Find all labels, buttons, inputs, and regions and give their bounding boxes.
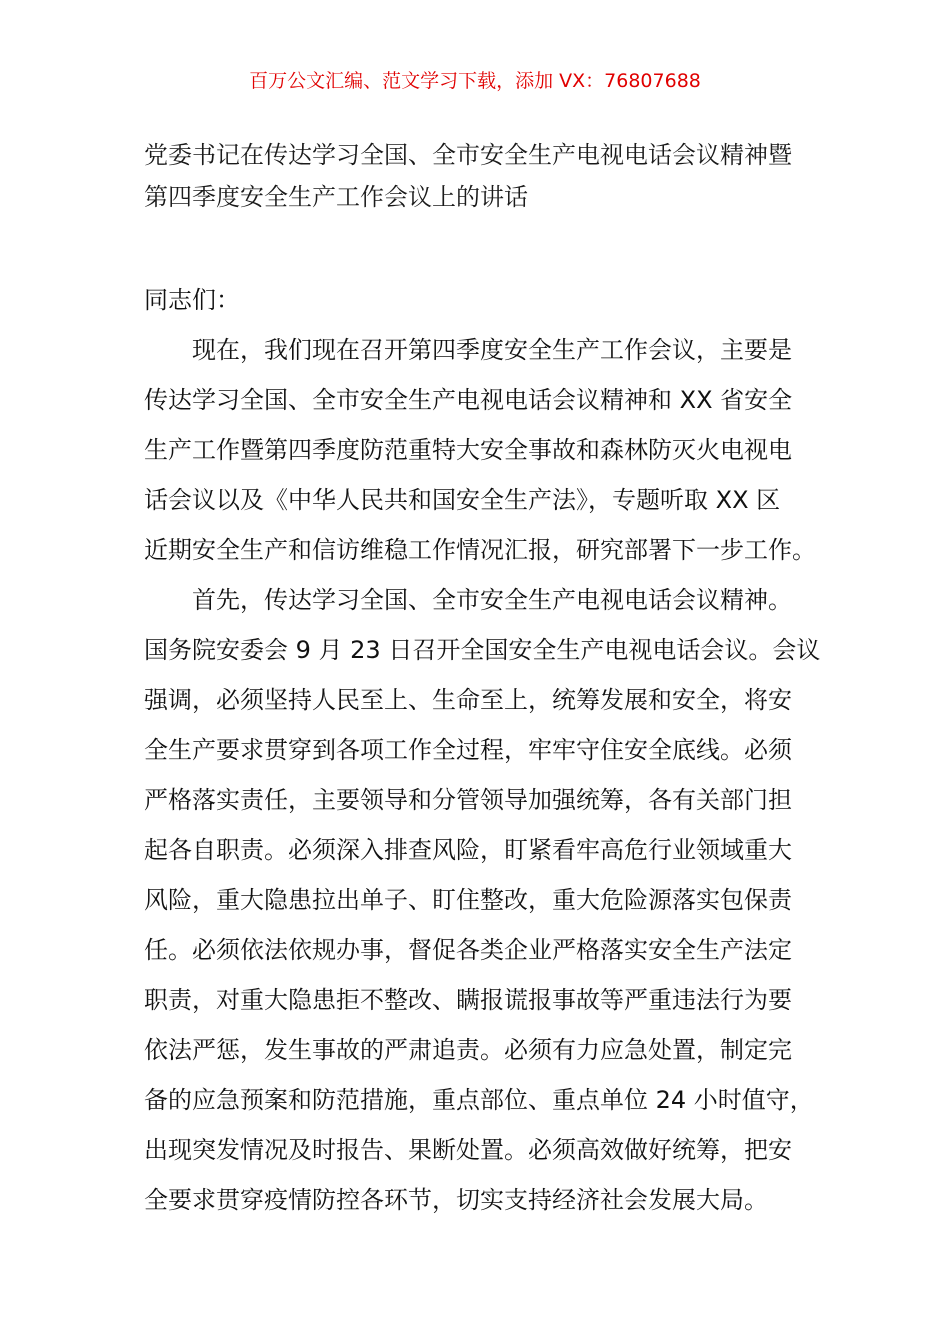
paragraph-1 xyxy=(144,325,824,575)
paragraph-line: 近期安全生产和信访维稳工作情况汇报，研究部署下一步工作。 xyxy=(144,536,816,564)
paragraph-line: 生产工作暨第四季度防范重特大安全事故和森林防灭火电视电 xyxy=(144,436,792,464)
paragraph-line: 备的应急预案和防范措施，重点部位、重点单位 24 小时值守， xyxy=(144,1086,814,1114)
salutation: 同志们： xyxy=(144,286,240,314)
paragraph-line: 话会议以及《中华人民共和国安全生产法》，专题听取 XX 区 xyxy=(144,486,781,514)
watermark-header: 百万公文汇编、范文学习下载，添加 VX：76807688 xyxy=(249,70,701,92)
paragraph-line: 现在，我们现在召开第四季度安全生产工作会议，主要是 xyxy=(192,336,792,364)
paragraph-line: 职责，对重大隐患拒不整改、瞒报谎报事故等严重违法行为要 xyxy=(144,986,792,1014)
paragraph-line: 强调，必须坚持人民至上、生命至上，统筹发展和安全，将安 xyxy=(144,686,792,714)
paragraph-line: 全生产要求贯穿到各项工作全过程，牢牢守住安全底线。必须 xyxy=(144,736,792,764)
paragraph-line: 起各自职责。必须深入排查风险，盯紧看牢高危行业领域重大 xyxy=(144,836,792,864)
paragraph-line: 风险，重大隐患拉出单子、盯住整改，重大危险源落实包保责 xyxy=(144,886,792,914)
title-line: 第四季度安全生产工作会议上的讲话 xyxy=(144,183,528,211)
paragraph-line: 首先，传达学习全国、全市安全生产电视电话会议精神。 xyxy=(192,586,792,614)
paragraph-line: 国务院安委会 9 月 23 日召开全国安全生产电视电话会议。会议 xyxy=(144,636,821,664)
paragraph-2 xyxy=(144,575,824,1225)
paragraph-line: 任。必须依法依规办事，督促各类企业严格落实安全生产法定 xyxy=(144,936,792,964)
paragraph-line: 严格落实责任，主要领导和分管领导加强统筹，各有关部门担 xyxy=(144,786,792,814)
paragraph-line: 传达学习全国、全市安全生产电视电话会议精神和 XX 省安全 xyxy=(144,386,793,414)
paragraph-line: 出现突发情况及时报告、果断处置。必须高效做好统筹，把安 xyxy=(144,1136,792,1164)
title-line: 党委书记在传达学习全国、全市安全生产电视电话会议精神暨 xyxy=(144,141,792,169)
paragraph-line: 依法严惩，发生事故的严肃追责。必须有力应急处置，制定完 xyxy=(144,1036,792,1064)
paragraph-line: 全要求贯穿疫情防控各环节，切实支持经济社会发展大局。 xyxy=(144,1186,768,1214)
document-title xyxy=(144,134,824,218)
